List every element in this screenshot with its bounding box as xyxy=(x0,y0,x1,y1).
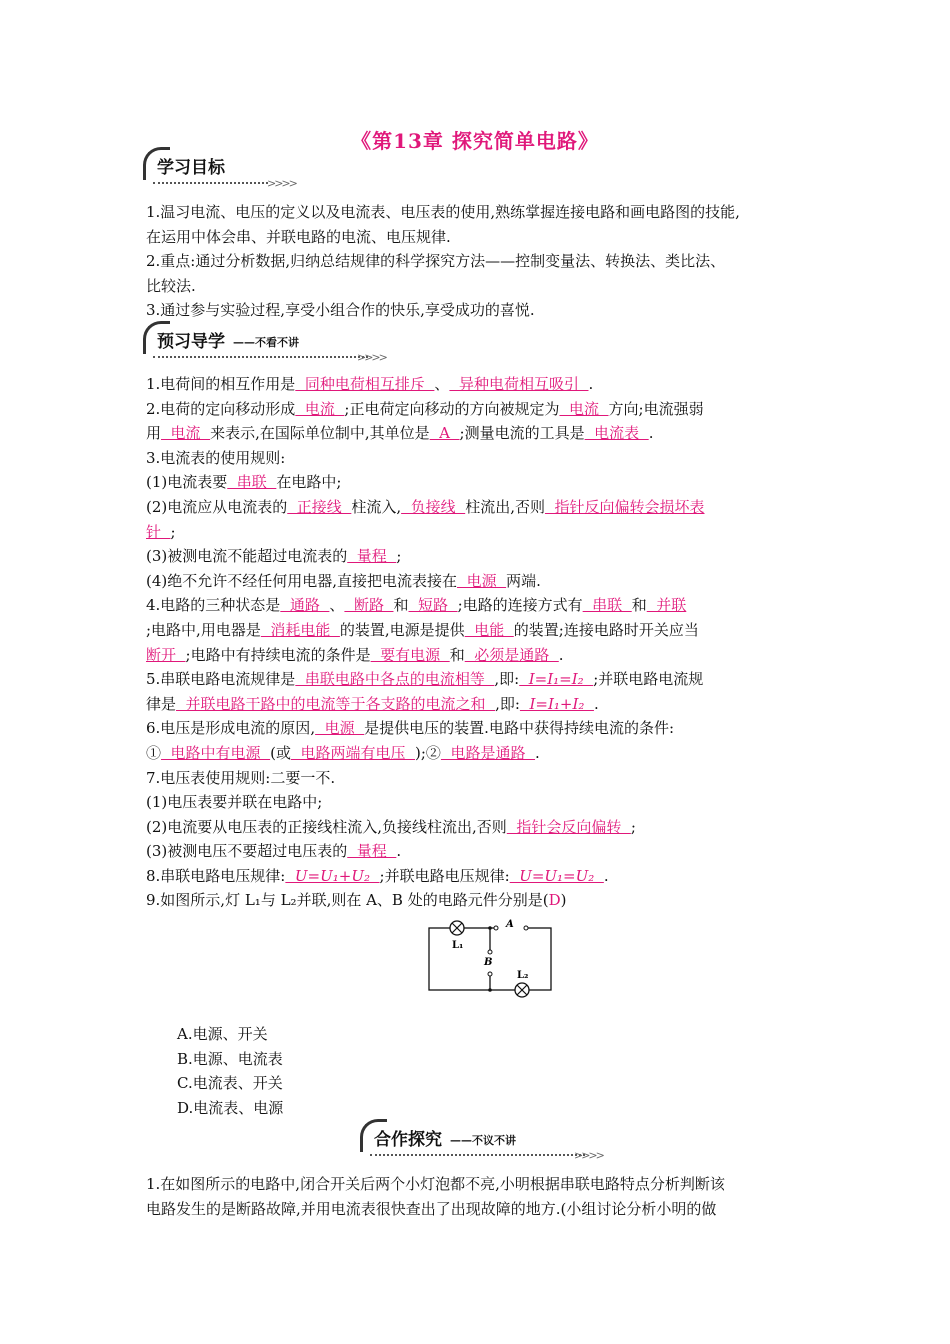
answer-blank: 指针会反向偏转 xyxy=(506,817,631,836)
lamp-icon xyxy=(515,983,529,997)
option-item: A.电源、开关 xyxy=(177,1025,268,1043)
question-line: 断开 ;电路中有持续电流的条件是 要有电源 和 必须是通路 . xyxy=(146,645,564,664)
question-line: 1.在如图所示的电路中,闭合开关后两个小灯泡都不亮,小明根据串联电路特点分析判断该 xyxy=(146,1175,725,1193)
question-line: (4)绝不允许不经任何用电器,直接把电流表接在 电源 两端. xyxy=(146,571,541,590)
section-subtitle: ——不看不讲 xyxy=(233,336,299,349)
answer-blank: 串联 xyxy=(227,473,277,492)
preview-questions xyxy=(146,372,826,913)
section-subtitle: ——不议不讲 xyxy=(450,1134,516,1147)
answer-blank: A xyxy=(429,424,460,443)
section-title: 学习目标 xyxy=(143,153,231,182)
answer-blank: 电路中有电源 xyxy=(161,743,271,762)
answer-options xyxy=(177,1022,283,1120)
answer-blank: 通路 xyxy=(280,596,330,615)
question-line: 律是 并联电路干路中的电流等于各支路的电流之和 ,即: I=I₁+I₂ . xyxy=(146,694,599,713)
question-line: 9.如图所示,灯 L₁与 L₂并联,则在 A、B 处的电路元件分别是(D) xyxy=(146,891,567,910)
answer-blank: 负接线 xyxy=(401,497,466,516)
answer-blank: 并联 xyxy=(646,596,687,615)
section-header-preview xyxy=(143,322,386,364)
answer-blank: 短路 xyxy=(408,596,458,615)
answer-blank: 断路 xyxy=(344,596,394,615)
section-divider xyxy=(153,356,368,358)
answer-blank: U=U₁+U₂ xyxy=(285,866,380,885)
answer-blank: 电能 xyxy=(464,620,514,639)
lamp-label: L₁ xyxy=(452,940,464,951)
point-label: A xyxy=(506,919,514,930)
goal-line: 3.通过参与实验过程,享受小组合作的快乐,享受成功的喜悦. xyxy=(146,301,535,320)
section-divider xyxy=(370,1154,585,1156)
answer-blank: 断开 xyxy=(146,645,186,664)
answer-blank: 正接线 xyxy=(287,497,352,516)
answer-blank: 电源 xyxy=(315,719,365,738)
point-label: B xyxy=(484,957,493,968)
answer-blank: 要有电源 xyxy=(370,645,450,664)
question-line: 电路发生的是断路故障,并用电流表很快查出了出现故障的地方.(小组讨论分析小明的做 xyxy=(146,1199,717,1218)
question-line: ① 电路中有电源 (或 电路两端有电压 );② 电路是通路 . xyxy=(146,743,540,762)
question-line: 2.电荷的定向移动形成 电流 ;正电荷定向移动的方向被规定为 电流 方向;电流强弱 xyxy=(146,399,704,418)
answer-blank: 指针反向偏转会损坏表 xyxy=(544,497,705,516)
answer-blank: 必须是通路 xyxy=(464,645,559,664)
page-title: 《第13章 探究简单电路》 xyxy=(351,129,599,153)
answer-blank: 同种电荷相互排斥 xyxy=(295,375,435,393)
answer-choice: D xyxy=(548,891,561,910)
coop-questions xyxy=(146,1172,826,1221)
answer-blank: 电流表 xyxy=(584,424,649,443)
section-header-coop xyxy=(360,1120,603,1162)
answer-blank: 电路两端有电压 xyxy=(290,743,416,762)
question-line: (1)电流表要 串联 在电路中; xyxy=(146,473,342,492)
question-line: (3)被测电压不要超过电压表的 量程 . xyxy=(146,842,402,861)
section-divider xyxy=(153,182,268,184)
question-line: 4.电路的三种状态是 通路 、 断路 和 短路 ;电路的连接方式有 串联 和 并联 xyxy=(146,596,687,615)
question-line: 1.电荷间的相互作用是 同种电荷相互排斥 、 异种电荷相互吸引 . xyxy=(146,375,594,393)
arrows-icon: >>>> xyxy=(574,1149,603,1162)
section-header-goals xyxy=(143,148,296,190)
answer-blank: 电流 xyxy=(559,399,609,418)
goals-list xyxy=(146,200,826,323)
question-line: 6.电压是形成电流的原因, 电源 是提供电压的装置.电路中获得持续电流的条件: xyxy=(146,719,674,738)
arrows-icon: >>>> xyxy=(267,177,296,190)
goal-line: 比较法. xyxy=(146,276,196,295)
question-line: 5.串联电路电流规律是 串联电路中各点的电流相等 ,即: I=I₁=I₂ ;并联电路电流规 xyxy=(146,670,704,689)
answer-blank: 串联电路中各点的电流相等 xyxy=(295,670,495,689)
question-line: 8.串联电路电压规律: U=U₁+U₂ ;并联电路电压规律: U=U₁=U₂ . xyxy=(146,866,609,885)
question-line: (1)电压表要并联在电路中; xyxy=(146,793,323,812)
answer-blank: I=I₁=I₂ xyxy=(519,670,594,689)
question-line: 针 ; xyxy=(146,522,176,541)
lamp-label: L₂ xyxy=(517,970,529,981)
lamp-icon xyxy=(450,921,464,935)
answer-blank: 电路是通路 xyxy=(440,743,536,762)
answer-blank: 并联电路干路中的电流等于各支路的电流之和 xyxy=(176,694,496,713)
answer-blank: 电流 xyxy=(295,399,345,418)
answer-blank: 电流 xyxy=(161,424,211,443)
goal-line: 2.重点:通过分析数据,归纳总结规律的科学探究方法——控制变量法、转换法、类比法、 xyxy=(146,252,726,271)
question-line: (2)电流要从电压表的正接线柱流入,负接线柱流出,否则 指针会反向偏转 ; xyxy=(146,817,636,836)
answer-blank: 异种电荷相互吸引 xyxy=(449,375,589,393)
goal-line: 1.温习电流、电压的定义以及电流表、电压表的使用,熟练掌握连接电路和画电路图的技能, xyxy=(146,203,740,221)
answer-blank: 消耗电能 xyxy=(260,620,340,639)
answer-blank: U=U₁=U₂ xyxy=(509,866,604,885)
question-line: (2)电流应从电流表的 正接线 柱流入, 负接线 柱流出,否则 指针反向偏转会损坏表 xyxy=(146,497,705,516)
question-line: 7.电压表使用规则:二要一不. xyxy=(146,768,336,787)
answer-blank: I=I₁+I₂ xyxy=(519,694,594,713)
answer-blank: 电源 xyxy=(457,571,507,590)
arrows-icon: >>>> xyxy=(357,351,386,364)
section-title: 预习导学 xyxy=(143,327,231,356)
question-line: 3.电流表的使用规则: xyxy=(146,448,286,467)
section-title: 合作探究 xyxy=(360,1125,448,1154)
answer-blank: 量程 xyxy=(347,547,397,566)
goal-line: 在运用中体会串、并联电路的电流、电压规律. xyxy=(146,227,451,246)
option-item: C.电流表、开关 xyxy=(177,1074,283,1093)
question-line: (3)被测电流不能超过电流表的 量程 ; xyxy=(146,547,402,566)
circuit-diagram xyxy=(420,918,560,998)
question-line: 用 电流 来表示,在国际单位制中,其单位是 A ;测量电流的工具是 电流表 . xyxy=(146,424,654,443)
question-line: ;电路中,用电器是 消耗电能 的装置,电源是提供 电能 的装置;连接电路时开关应当 xyxy=(146,620,699,639)
answer-blank: 量程 xyxy=(347,842,397,861)
answer-blank: 串联 xyxy=(582,596,632,615)
option-item: B.电源、电流表 xyxy=(177,1049,283,1068)
option-item: D.电流表、电源 xyxy=(177,1098,284,1117)
answer-blank: 针 xyxy=(146,522,171,541)
